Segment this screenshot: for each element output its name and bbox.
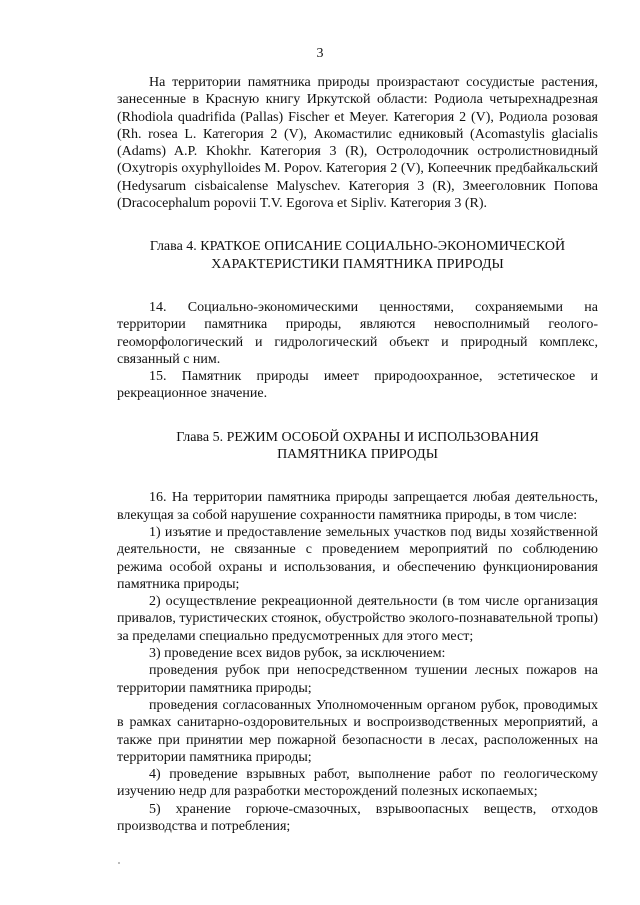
list-item-3: 3) проведение всех видов рубок, за исключением: bbox=[149, 646, 446, 662]
chapter-5-heading-line2: ПАМЯТНИКА ПРИРОДЫ bbox=[277, 447, 438, 463]
list-item-2: 2) осуществление рекреационной деятельности (в том числе организация привалов, туристических стоянок, обустройство эколого-познавательной тропы) за пределами специально предусмотренных для этого мест; bbox=[117, 594, 598, 644]
intro-paragraph: На территории памятника природы произрастают сосудистые растения, занесенные в Красную книгу Иркутской области: Родиола четырехнадрезная (Rhodiola quadrifida (Pallas) Fischer et Meyer. Категория 2 (V), Родиола розовая (Rh. rosea L. Категория 2 (V), Акомастилис едниковый (Acomastylis glacialis (Adams) A.P. Khokhr. Категория 3 (R), Остролодочник остролистновидный (Oxytropis oxyphylloides M. Popov. Категория 2 (V), Копеечник предбайкальский (Hedysarum cisbaicalense Malyschev. Категория 3 (R), Змееголовник Попова (Dracocephalum popovii T.V. Egorova et Sipliv. Категория 3 (R). bbox=[117, 75, 598, 212]
chapter-5-heading-line1: Глава 5. РЕЖИМ ОСОБОЙ ОХРАНЫ И ИСПОЛЬЗОВАНИЯ bbox=[176, 429, 539, 445]
chapter-4-heading bbox=[117, 238, 598, 273]
paragraph-15: 15. Памятник природы имеет природоохранное, эстетическое и рекреационное значение. bbox=[117, 369, 598, 402]
list-item-3a: проведения рубок при непосредственном тушении лесных пожаров на территории памятника природы; bbox=[117, 663, 598, 696]
list-item-1: 1) изъятие и предоставление земельных участков под виды хозяйственной деятельности, не связанные с проведением мероприятий по соблюдению режима особой охраны и использования, и обеспечению функционирования памятника природы; bbox=[117, 524, 598, 592]
list-item-4: 4) проведение взрывных работ, выполнение работ по геологическому изучению недр для разработки месторождений полезных ископаемых; bbox=[117, 767, 598, 800]
document-body bbox=[117, 74, 598, 835]
scan-speck bbox=[118, 862, 120, 864]
chapter-4-heading-line2: ХАРАКТЕРИСТИКИ ПАМЯТНИКА ПРИРОДЫ bbox=[211, 256, 504, 272]
page-number: 3 bbox=[316, 46, 324, 61]
chapter-5-heading bbox=[117, 429, 598, 464]
chapter-4-heading-line1: Глава 4. КРАТКОЕ ОПИСАНИЕ СОЦИАЛЬНО-ЭКОНОМИЧЕСКОЙ bbox=[149, 239, 566, 255]
paragraph-16: 16. На территории памятника природы запрещается любая деятельность, влекущая за собой нарушение сохранности памятника природы, в том числе: bbox=[117, 490, 598, 523]
list-item-3b: проведения согласованных Уполномоченным органом рубок, проводимых в рамках санитарно-оздоровительных и воспроизводственных мероприятий, а также при принятии мер пожарной безопасности в лесах, расположенных на территории памятника природы; bbox=[117, 697, 598, 765]
paragraph-14: 14. Социально-экономическими ценностями, сохраняемыми на территории памятника природы, являются невосполнимый геолого-геоморфологический и гидрологический объект и природный комплекс, связанный с ним. bbox=[117, 299, 598, 367]
list-item-5: 5) хранение горюче-смазочных, взрывоопасных веществ, отходов производства и потребления; bbox=[117, 801, 598, 834]
